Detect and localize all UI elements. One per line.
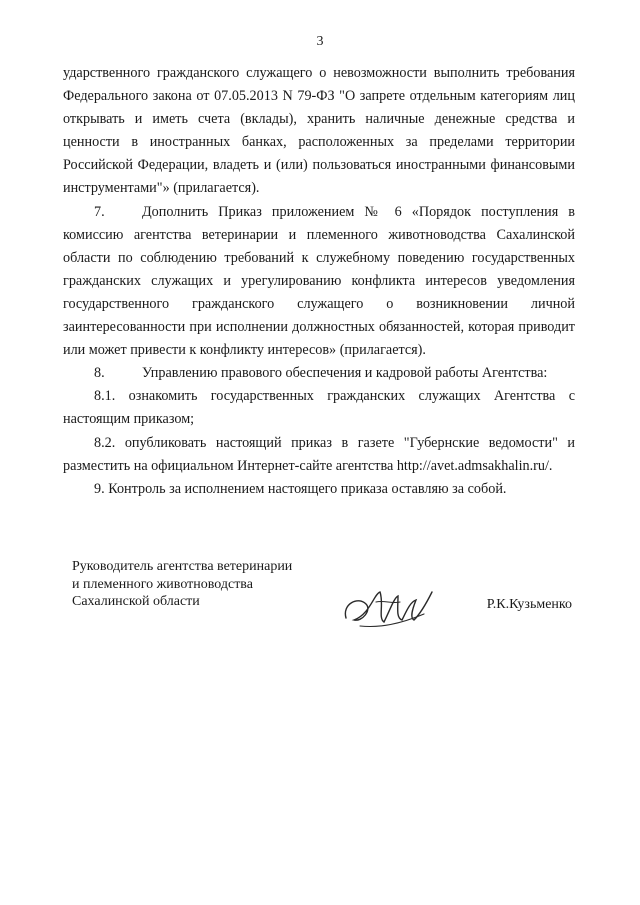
position-line: Руководитель агентства ветеринарии (72, 559, 293, 574)
paragraph-subitem-8-2: 8.2. опубликовать настоящий приказ в газете "Губернские ведомости" и разместить на официальном Интернет-сайте агентства http://avet.admsakhalin.ru/. (63, 434, 575, 474)
paragraph-continuation: ударственного гражданского служащего о невозможности выполнить требования Федерального закона от 07.05.2013 N 79-ФЗ "О запрете отдельным категориям лиц открывать и иметь счета (вклады), хранить наличные денежные средства и ценности в иностранных банках, расположенных за пределами территории Российской Федерации, владеть и (или) пользоваться иностранными финансовыми инструментами"» (прилагается). (63, 65, 575, 197)
paragraph-subitem-8-1: 8.1. ознакомить государственных гражданских служащих Агентства с настоящим приказом; (63, 388, 575, 428)
paragraph-item-8 (63, 362, 575, 385)
document-body (63, 62, 575, 501)
item-text: Дополнить Приказ приложением № 6 «Порядок поступления в комиссию агентства ветеринарии и племенного животноводства Сахалинской области по соблюдению требований к служебному поведению государственных гражданских служащих и урегулированию конфликта интересов уведомления государственного гражданского служащего о возникновении личной заинтересованности при исполнении должностных обязанностей, которая приводит или может привести к конфликту интересов» (прилагается). (63, 203, 575, 359)
signatory-name: Р.К.Кузьменко (486, 597, 572, 612)
position-line: и племенного животноводства (72, 576, 253, 592)
handwritten-signature-icon (340, 574, 440, 634)
paragraph-item-9: 9. Контроль за исполнением настоящего приказа оставляю за собой. (94, 480, 507, 497)
page-number: 3 (316, 34, 324, 49)
item-number: 8. (94, 365, 105, 382)
position-line: Сахалинской области (72, 594, 200, 609)
paragraph-item-7 (63, 201, 575, 363)
item-text: Управлению правового обеспечения и кадровой работы Агентства: (142, 365, 548, 382)
item-number: 7. (94, 203, 105, 220)
signatory-position (72, 558, 342, 611)
